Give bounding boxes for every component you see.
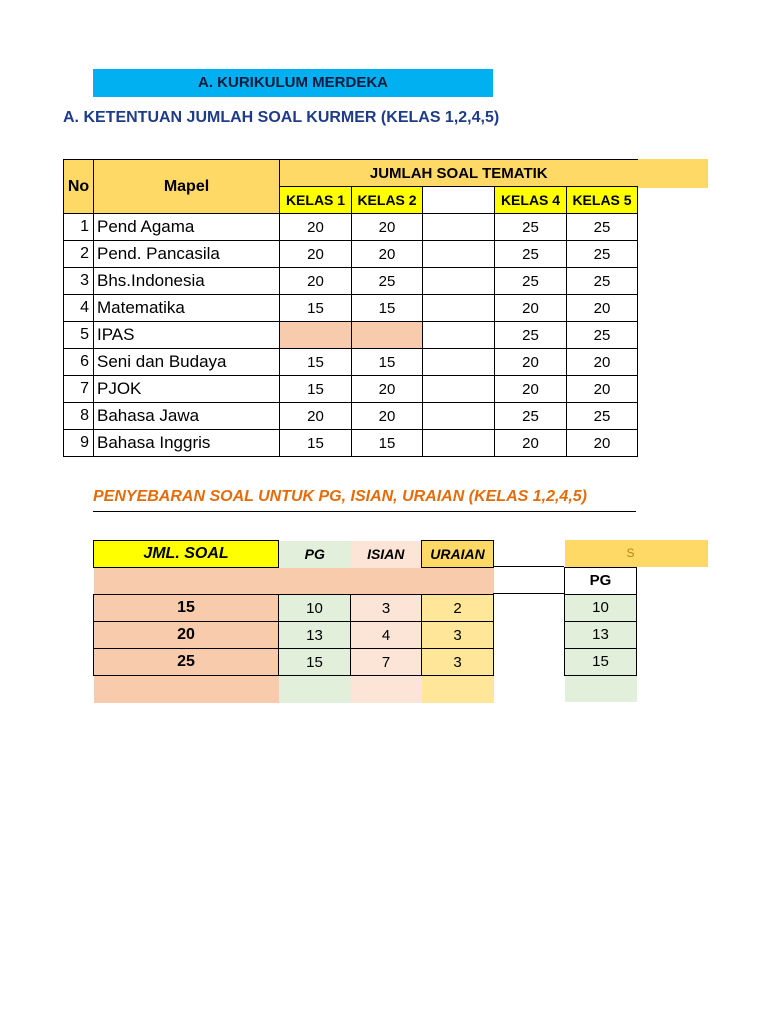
uraian-header: URAIAN bbox=[422, 541, 494, 568]
isian-header: ISIAN bbox=[351, 541, 422, 568]
right-pg-value: 13 bbox=[565, 621, 637, 648]
divider bbox=[493, 593, 564, 594]
row-kelas-4: 25 bbox=[495, 214, 567, 241]
table-row bbox=[565, 594, 637, 621]
col-no-header: No bbox=[64, 160, 94, 214]
row-kelas-4: 20 bbox=[495, 430, 567, 457]
table-row bbox=[94, 595, 494, 622]
section-title: A. KURIKULUM MERDEKA bbox=[93, 69, 493, 97]
row-mapel: Bahasa Inggris bbox=[94, 430, 280, 457]
row-kelas-4: 25 bbox=[495, 403, 567, 430]
table-row bbox=[64, 322, 638, 349]
table-row bbox=[64, 241, 638, 268]
row-mapel: Pend. Pancasila bbox=[94, 241, 280, 268]
right-head-fragment: S bbox=[565, 540, 637, 567]
row-kelas-2: 20 bbox=[352, 376, 423, 403]
row-kelas-5: 20 bbox=[567, 430, 638, 457]
row-kelas-1 bbox=[280, 322, 352, 349]
col-mapel-header: Mapel bbox=[94, 160, 280, 214]
row-kelas-5: 25 bbox=[567, 241, 638, 268]
row-kelas-4: 25 bbox=[495, 268, 567, 295]
table-row bbox=[64, 376, 638, 403]
row-kelas-1: 20 bbox=[280, 241, 352, 268]
row-no: 1 bbox=[64, 214, 94, 241]
table-row bbox=[64, 214, 638, 241]
uraian-value: 3 bbox=[422, 622, 494, 649]
table-row bbox=[64, 268, 638, 295]
row-blank bbox=[423, 430, 495, 457]
jml-soal-header: JML. SOAL bbox=[94, 541, 279, 568]
table-row bbox=[64, 430, 638, 457]
row-kelas-2: 15 bbox=[352, 430, 423, 457]
header-band bbox=[94, 568, 494, 595]
row-kelas-4: 20 bbox=[495, 376, 567, 403]
row-mapel: Seni dan Budaya bbox=[94, 349, 280, 376]
row-mapel: IPAS bbox=[94, 322, 280, 349]
jml-value: 15 bbox=[94, 595, 279, 622]
right-pg-table bbox=[564, 540, 637, 702]
kelas-5-header: KELAS 5 bbox=[567, 187, 638, 214]
distribution-table bbox=[93, 540, 494, 703]
row-no: 7 bbox=[64, 376, 94, 403]
table-row bbox=[64, 295, 638, 322]
row-kelas-5: 25 bbox=[567, 403, 638, 430]
right-pg-value: 15 bbox=[565, 648, 637, 675]
row-blank bbox=[423, 322, 495, 349]
row-kelas-1: 20 bbox=[280, 214, 352, 241]
soal-count-table bbox=[63, 159, 638, 457]
row-kelas-5: 20 bbox=[567, 376, 638, 403]
row-no: 8 bbox=[64, 403, 94, 430]
table-row bbox=[64, 349, 638, 376]
row-no: 6 bbox=[64, 349, 94, 376]
pg-header: PG bbox=[279, 541, 351, 568]
row-kelas-4: 25 bbox=[495, 322, 567, 349]
table-row bbox=[565, 648, 637, 675]
footer-fill bbox=[565, 675, 637, 702]
kelas-blank-header bbox=[423, 187, 495, 214]
row-no: 5 bbox=[64, 322, 94, 349]
uraian-value: 3 bbox=[422, 649, 494, 676]
header-fill-extension bbox=[636, 540, 708, 567]
jml-value: 20 bbox=[94, 622, 279, 649]
row-kelas-2: 20 bbox=[352, 241, 423, 268]
row-kelas-5: 25 bbox=[567, 268, 638, 295]
row-kelas-5: 25 bbox=[567, 322, 638, 349]
right-pg-value: 10 bbox=[565, 594, 637, 621]
table-row bbox=[94, 649, 494, 676]
row-no: 9 bbox=[64, 430, 94, 457]
header-fill-extension bbox=[636, 159, 708, 188]
isian-value: 4 bbox=[351, 622, 422, 649]
row-blank bbox=[423, 403, 495, 430]
row-kelas-2: 25 bbox=[352, 268, 423, 295]
row-mapel: Bahasa Jawa bbox=[94, 403, 280, 430]
row-kelas-2 bbox=[352, 322, 423, 349]
row-no: 3 bbox=[64, 268, 94, 295]
isian-value: 3 bbox=[351, 595, 422, 622]
row-blank bbox=[423, 376, 495, 403]
row-kelas-1: 20 bbox=[280, 403, 352, 430]
row-blank bbox=[423, 268, 495, 295]
divider bbox=[493, 566, 564, 567]
row-no: 2 bbox=[64, 241, 94, 268]
row-mapel: Bhs.Indonesia bbox=[94, 268, 280, 295]
row-blank bbox=[423, 241, 495, 268]
kelas-2-header: KELAS 2 bbox=[352, 187, 423, 214]
distribution-section-title: PENYEBARAN SOAL UNTUK PG, ISIAN, URAIAN (KELAS 1,2,4,5) bbox=[93, 488, 636, 512]
row-kelas-2: 15 bbox=[352, 349, 423, 376]
row-kelas-5: 25 bbox=[567, 214, 638, 241]
page-subtitle: A. KETENTUAN JUMLAH SOAL KURMER (KELAS 1,2,4,5) bbox=[63, 109, 500, 126]
row-kelas-4: 25 bbox=[495, 241, 567, 268]
row-kelas-1: 15 bbox=[280, 430, 352, 457]
pg-value: 10 bbox=[279, 595, 351, 622]
row-kelas-1: 15 bbox=[280, 376, 352, 403]
row-mapel: Pend Agama bbox=[94, 214, 280, 241]
isian-value: 7 bbox=[351, 649, 422, 676]
row-kelas-1: 20 bbox=[280, 268, 352, 295]
row-mapel: Matematika bbox=[94, 295, 280, 322]
table-row bbox=[94, 622, 494, 649]
row-mapel: PJOK bbox=[94, 376, 280, 403]
right-pg-header: PG bbox=[565, 567, 637, 594]
footer-fill bbox=[422, 676, 494, 703]
kelas-1-header: KELAS 1 bbox=[280, 187, 352, 214]
pg-value: 15 bbox=[279, 649, 351, 676]
row-kelas-5: 20 bbox=[567, 349, 638, 376]
pg-value: 13 bbox=[279, 622, 351, 649]
row-kelas-2: 20 bbox=[352, 214, 423, 241]
row-kelas-4: 20 bbox=[495, 295, 567, 322]
row-blank bbox=[423, 214, 495, 241]
row-kelas-2: 20 bbox=[352, 403, 423, 430]
kelas-4-header: KELAS 4 bbox=[495, 187, 567, 214]
table-row bbox=[64, 403, 638, 430]
footer-fill bbox=[94, 676, 279, 703]
row-kelas-5: 20 bbox=[567, 295, 638, 322]
row-no: 4 bbox=[64, 295, 94, 322]
group-header: JUMLAH SOAL TEMATIK bbox=[280, 160, 638, 187]
footer-fill bbox=[279, 676, 351, 703]
row-kelas-2: 15 bbox=[352, 295, 423, 322]
uraian-value: 2 bbox=[422, 595, 494, 622]
table-row bbox=[565, 621, 637, 648]
row-kelas-1: 15 bbox=[280, 295, 352, 322]
row-kelas-4: 20 bbox=[495, 349, 567, 376]
row-blank bbox=[423, 349, 495, 376]
footer-fill bbox=[351, 676, 422, 703]
jml-value: 25 bbox=[94, 649, 279, 676]
row-blank bbox=[423, 295, 495, 322]
row-kelas-1: 15 bbox=[280, 349, 352, 376]
